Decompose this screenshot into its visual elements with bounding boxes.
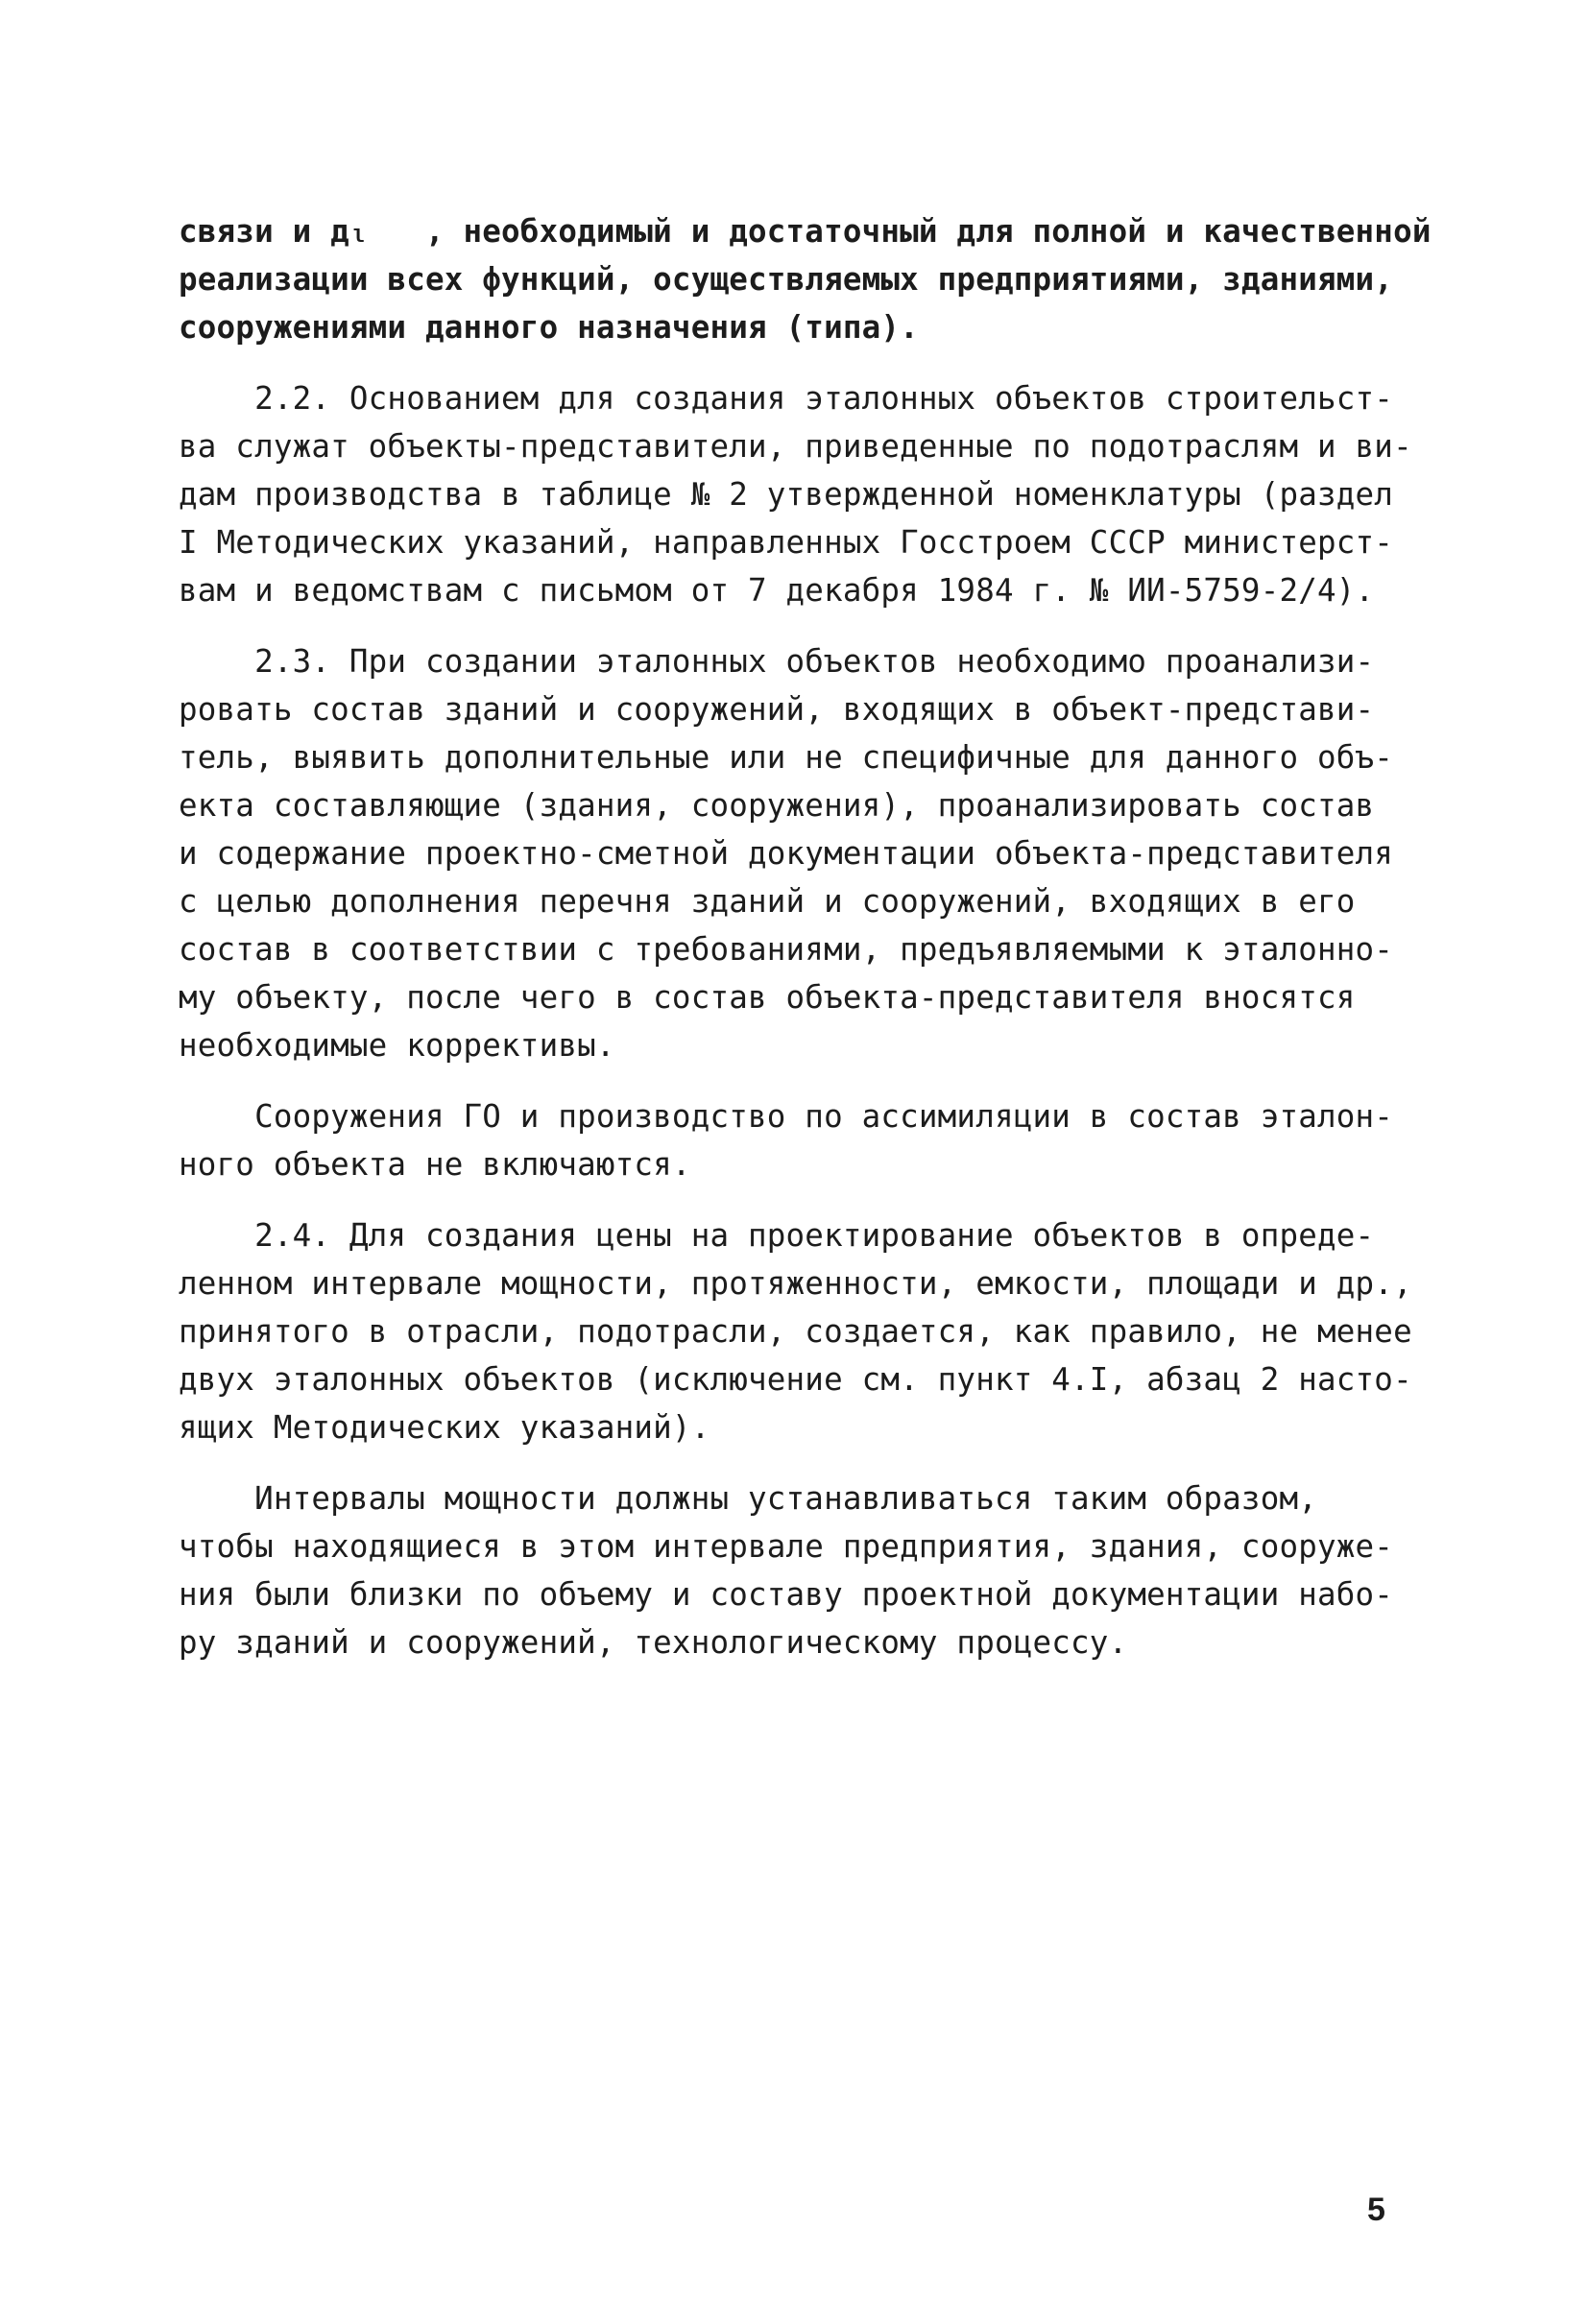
text-line: ленном интервале мощности, протяженности, емкости, площади и др., (179, 1265, 1412, 1302)
text-line: ру зданий и сооружений, технологическому процессу. (179, 1624, 1128, 1661)
text-line: и содержание проектно-сметной документации объекта-представителя (179, 835, 1394, 872)
text-line: чтобы находящиеся в этом интервале предприятия, здания, сооруже- (179, 1528, 1394, 1565)
paragraph-civil-defense (179, 1092, 1436, 1188)
paragraph-capacity-intervals (179, 1474, 1436, 1666)
page-number: 5 (1367, 2192, 1385, 2228)
text-line: связи и дₗ , необходимый и достаточный для полной и качественной (179, 213, 1432, 250)
paragraph-intro-continuation (179, 207, 1436, 351)
text-line: му объекту, после чего в состав объекта-представителя вносятся (179, 979, 1356, 1016)
text-line: реализации всех функций, осуществляемых предприятиями, зданиями, (179, 261, 1394, 298)
text-line: ва служат объекты-представители, приведенные по подотраслям и ви- (179, 428, 1412, 465)
body-text (179, 207, 1436, 1689)
text-line: Интервалы мощности должны устанавливаться таким образом, (179, 1480, 1317, 1517)
text-line: сооружениями данного назначения (типа). (179, 309, 919, 346)
text-line: 2.3. При создании эталонных объектов необходимо проанализи- (179, 643, 1375, 680)
paragraph-2-3 (179, 637, 1436, 1069)
text-line: ровать состав зданий и сооружений, входящих в объект-представи- (179, 691, 1375, 728)
text-line: дам производства в таблице № 2 утвержденной номенклатуры (раздел (179, 476, 1394, 513)
text-line: вам и ведомствам с письмом от 7 декабря 1984 г. № ИИ-5759-2/4). (179, 572, 1375, 609)
text-line: с целью дополнения перечня зданий и сооружений, входящих в его (179, 883, 1356, 920)
text-line: двух эталонных объектов (исключение см. пункт 4.I, абзац 2 насто- (179, 1361, 1412, 1398)
text-line: необходимые коррективы. (179, 1027, 615, 1064)
text-line: ния были близки по объему и составу проектной документации набо- (179, 1576, 1394, 1613)
paragraph-2-2 (179, 374, 1436, 614)
text-line: ного объекта не включаются. (179, 1146, 691, 1183)
text-line: состав в соответствии с требованиями, предъявляемыми к эталонно- (179, 931, 1394, 968)
text-line: 2.2. Основанием для создания эталонных объектов строительст- (179, 380, 1394, 417)
text-line: тель, выявить дополнительные или не специфичные для данного объ- (179, 739, 1394, 776)
text-line: I Методических указаний, направленных Госстроем СССР министерст- (179, 524, 1394, 561)
paragraph-2-4 (179, 1211, 1436, 1451)
text-line: екта составляющие (здания, сооружения), проанализировать состав (179, 787, 1375, 824)
text-line: принятого в отрасли, подотрасли, создается, как правило, не менее (179, 1313, 1412, 1350)
text-line: ящих Методических указаний). (179, 1409, 710, 1446)
text-line: 2.4. Для создания цены на проектирование объектов в опреде- (179, 1217, 1375, 1254)
text-line: Сооружения ГО и производство по ассимиляции в состав эталон- (179, 1098, 1394, 1135)
